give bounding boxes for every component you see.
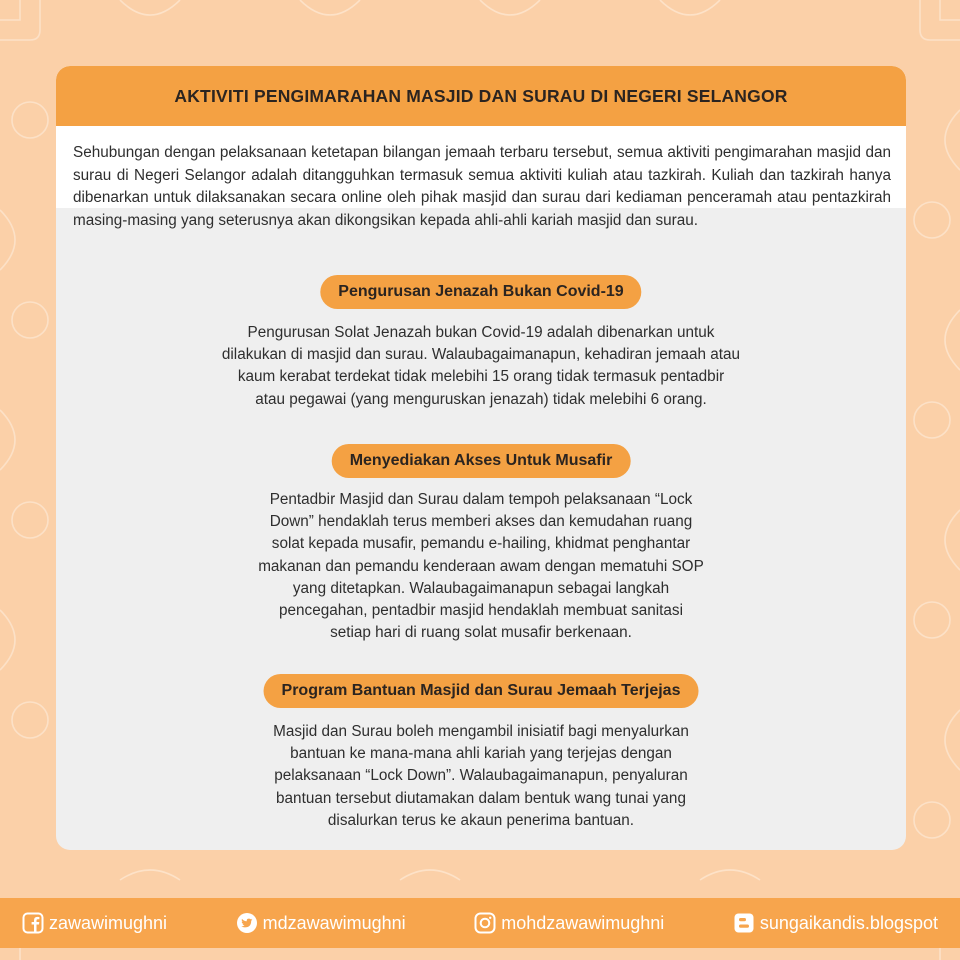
twitter-link[interactable] [236, 912, 406, 934]
section-heading-bantuan: Program Bantuan Masjid dan Surau Jemaah Terjejas [264, 674, 699, 708]
social-footer [0, 898, 960, 948]
twitter-handle: mdzawawimughni [262, 912, 406, 933]
text-line: bantuan ke mana-mana ahli kariah yang terjejas dengan [290, 745, 672, 763]
section-text-jenazah [161, 322, 801, 411]
section-heading-musafir: Menyediakan Akses Untuk Musafir [332, 444, 631, 478]
text-line: Masjid dan Surau boleh mengambil inisiatif bagi menyalurkan [273, 723, 689, 740]
text-line: Pengurusan Solat Jenazah bukan Covid-19 adalah dibenarkan untuk [247, 324, 715, 341]
text-line: solat kepada musafir, pemandu e-hailing, khidmat penghantar [271, 535, 691, 553]
facebook-icon [22, 912, 44, 934]
section-heading-jenazah: Pengurusan Jenazah Bukan Covid-19 [320, 275, 641, 309]
facebook-handle: zawawimughni [49, 912, 168, 933]
instagram-handle: mohdzawawimughni [501, 912, 665, 933]
text-line: pelaksanaan “Lock Down”. Walaubagaimanapun, penyaluran [274, 767, 688, 785]
blogger-handle: sungaikandis.blogspot [759, 912, 938, 933]
twitter-icon [236, 912, 258, 934]
intro-paragraph: Sehubungan dengan pelaksanaan ketetapan bilangan jemaah terbaru tersebut, semua aktiviti pengimarahan masjid dan surau di Negeri Selangor adalah ditangguhkan termasuk semua aktiviti kuliah atau tazkirah. Kuliah dan tazkirah hanya dibenarkan untuk dilaksanakan secara online oleh pihak masjid dan surau dari kediaman penceramah atau pentazkirah masing-masing yang seterusnya akan dikongsikan kepada ahli-ahli kariah masjid dan surau. [73, 144, 891, 229]
section-text-bantuan [161, 721, 801, 832]
instagram-link[interactable] [474, 912, 664, 934]
facebook-link[interactable] [22, 912, 167, 934]
text-line: pencegahan, pentadbir masjid hendaklah membuat sanitasi [279, 602, 683, 620]
text-line: yang ditetapkan. Walaubagaimanapun sebagai langkah [292, 579, 670, 597]
text-line: disalurkan terus ke akaun penerima bantuan. [327, 811, 635, 829]
blogger-link[interactable] [733, 912, 938, 934]
blogger-icon [733, 912, 755, 934]
section-text-musafir [161, 489, 801, 644]
text-line: dilakukan di masjid dan surau. Walaubagaimanapun, kehadiran jemaah atau [221, 346, 741, 364]
text-line: Down” hendaklah terus memberi akses dan kemudahan ruang [269, 513, 693, 531]
text-line: Pentadbir Masjid dan Surau dalam tempoh pelaksanaan “Lock [269, 491, 693, 508]
card-header [56, 66, 906, 126]
content-card [56, 66, 906, 850]
text-line: bantuan tersebut diutamakan dalam bentuk wang tunai yang [276, 789, 686, 807]
page-title: AKTIVITI PENGIMARAHAN MASJID DAN SURAU DI NEGERI SELANGOR [174, 85, 788, 106]
text-line: setiap hari di ruang solat musafir berkenaan. [330, 624, 632, 642]
instagram-icon [474, 912, 496, 934]
text-line: atau pegawai (yang menguruskan jenazah) tidak melebihi 6 orang. [255, 390, 707, 408]
text-line: kaum kerabat terdekat tidak melebihi 15 orang tidak termasuk pentadbir [237, 368, 725, 386]
text-line: makanan dan pemandu kenderaan awam dengan mematuhi SOP [258, 557, 704, 575]
